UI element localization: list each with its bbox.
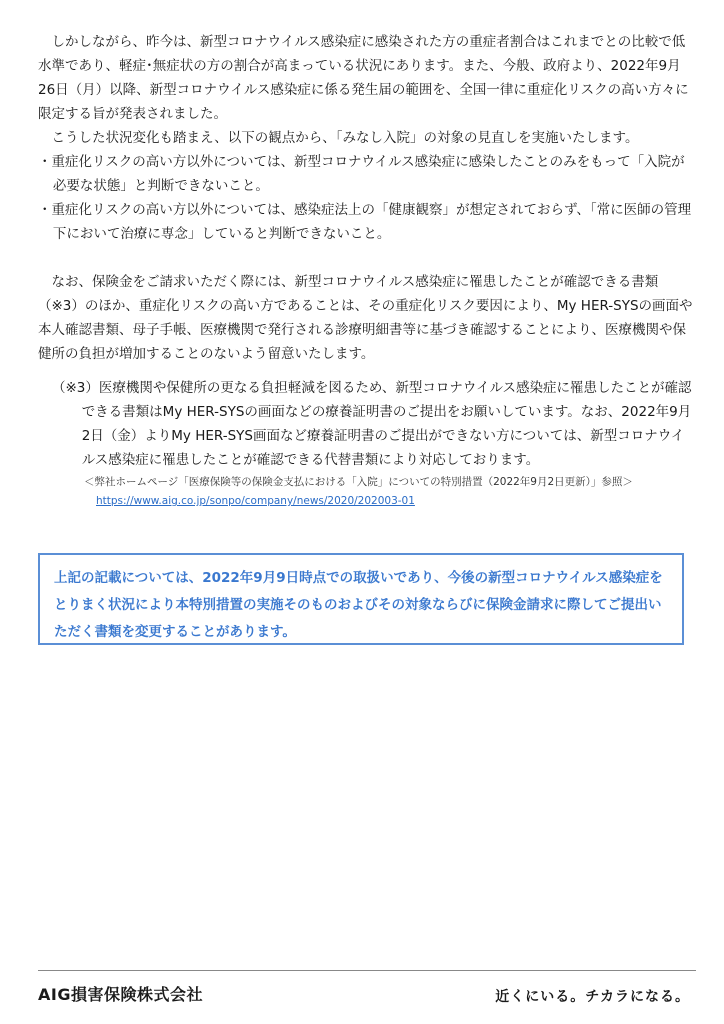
paragraph-review-intro: こうした状況変化も踏まえ、以下の観点から、「みなし入院」の対象の見直しを実施いたします。 (51, 130, 639, 146)
footnote-3-text: （※3）医療機関や保健所の更なる負担軽減を図るため、新型コロナウイルス感染症に罹患したことが確認できる書類はMy HER-SYSの画面などの療養証明書のご提出をお願いしています。なお、2022年9月2日（金）よりMy HER-SYS画面など療養証明書のご提出ができない方については、新型コロナウイルス感染症に罹患したことが確認できる代替書類により対応しております。 (52, 380, 692, 468)
reference-link[interactable]: https://www.aig.co.jp/sonpo/company/news/2020/202003-01 (96, 495, 415, 507)
paragraph-spacer (38, 246, 696, 270)
bullet-hospitalization-need: ・重症化リスクの高い方以外については、新型コロナウイルス感染症に感染したことのみをもって「入院が必要な状態」と判断できないこと。 (38, 154, 685, 194)
paragraph-situation: しかしながら、昨今は、新型コロナウイルス感染症に感染された方の重症者割合はこれまでとの比較で低水準であり、軽症･無症状の方の割合が高まっている状況にあります。また、今般、政府より、2022年9月26日（月）以降、新型コロナウイルス感染症に係る発生届の範囲を、全国一律に重症化リスクの高い方々に限定する旨が発表されました。 (38, 34, 689, 122)
footer-divider (38, 970, 696, 971)
footnote-3 (52, 376, 696, 510)
paragraph-claim-documents: なお、保険金をご請求いただく際には、新型コロナウイルス感染症に罹患したことが確認できる書類（※3）のほか、重症化リスクの高い方であることは、その重症化リスク要因により、My HER-SYSの画面や本人確認書類、母子手帳、医療機関で発行される診療明細書等に基づき確認することにより、医療機関や保健所の負担が増加することのないよう留意いたします。 (38, 274, 693, 362)
document-body (38, 30, 696, 510)
company-name: AIG損害保険株式会社 (38, 985, 203, 1004)
company-slogan: 近くにいる。チカラになる。 (495, 989, 690, 1005)
notice-box: 上記の記載については、2022年9月9日時点での取扱いであり、今後の新型コロナウイルス感染症をとりまく状況により本特別措置の実施そのものおよびその対象ならびに保険金請求に際してご提出いただく書類を変更することがあります。 (38, 553, 684, 645)
homepage-reference: ＜弊社ホームページ「医療保険等の保険金支払における「入院」についての特別措置（2022年9月2日更新）」参照＞ (84, 476, 633, 488)
bullet-health-observation: ・重症化リスクの高い方以外については、感染症法上の「健康観察」が想定されておらず、「常に医師の管理下において治療に専念」していると判断できないこと。 (38, 202, 692, 242)
